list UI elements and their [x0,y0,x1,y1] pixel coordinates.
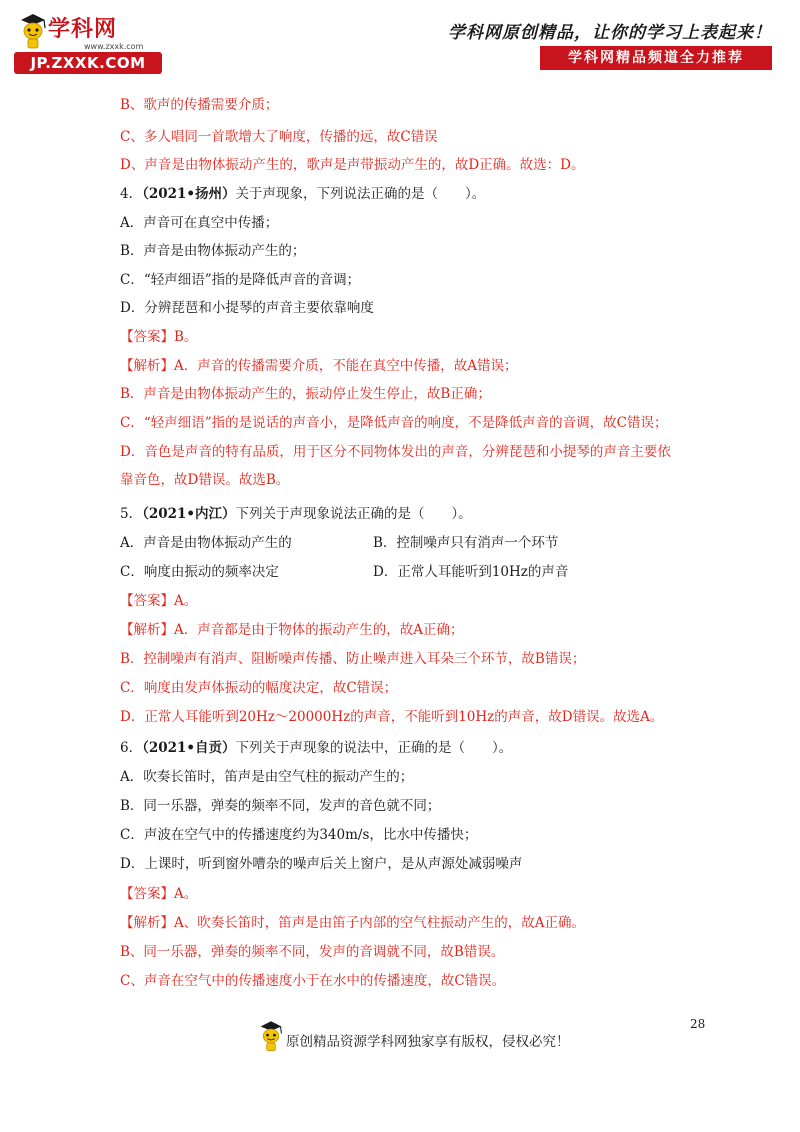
header-slogan: 学科网原创精品，让你的学习上表起来！ [448,23,772,43]
option-line: B．同一乐器，弹奏的频率不同，发声的音色就不同； [120,798,441,814]
question-6: 6．（2021•自贡）下列关于声现象的说法中，正确的是（ ）。 [120,740,513,756]
option-line: C．声波在空气中的传播速度约为340m/s，比水中传播快； [120,827,478,843]
analysis-line: 【解析】A、吹奏长笛时，笛声是由笛子内部的空气柱振动产生的，故A正确。 [120,915,585,931]
text-line: C、多人唱同一首歌增大了响度，传播的远，故C错误 [120,129,438,145]
option-line: D．上课时，听到窗外嘈杂的噪声后关上窗户，是从声源处减弱噪声 [120,856,523,872]
zxxk-logo[interactable] [14,12,162,74]
question-source: （2021•内江） [142,506,236,522]
page-header [0,0,800,82]
analysis-line: D．音色是声音的特有品质，用于区分不同物体发出的声音，分辨琵琶和小提琴的声音主要依 [120,444,671,460]
analysis-line: B．声音是由物体振动产生的，振动停止发生停止，故B正确； [120,386,491,402]
option-line: D．分辨琵琶和小提琴的声音主要依靠响度 [120,300,374,316]
option-line: C．响度由振动的频率决定 D．正常人耳能听到10Hz的声音 [120,564,569,580]
option-line: A．吹奏长笛时，笛声是由空气柱的振动产生的； [120,769,414,785]
option-line: A．声音是由物体振动产生的 B．控制噪声只有消声一个环节 [120,535,559,551]
mascot-icon [18,12,48,50]
analysis-line: 靠音色，故D错误。故选B。 [120,472,290,488]
question-source: （2021•扬州） [142,186,236,202]
question-5: 5．（2021•内江）下列关于声现象说法正确的是（ ）。 [120,506,472,522]
analysis-line: B．控制噪声有消声、阻断噪声传播、防止噪声进入耳朵三个环节，故B错误； [120,651,586,667]
logo-title: 学科网 [48,17,118,42]
option-line: C．“轻声细语”指的是降低声音的音调； [120,272,361,288]
mascot-icon [258,1018,284,1054]
option-line: A．声音可在真空中传播； [120,215,279,231]
answer-line: 【答案】A。 [120,886,198,902]
answer-line: 【答案】B。 [120,329,198,345]
analysis-line: D．正常人耳能听到20Hz～20000Hz的声音，不能听到10Hz的声音，故D错误。故选A。 [120,709,664,725]
option-line: B．声音是由物体振动产生的； [120,243,306,259]
answer-line: 【答案】A。 [120,593,198,609]
question-source: （2021•自贡） [142,740,236,756]
analysis-line: C、声音在空气中的传播速度小于在水中的传播速度，故C错误。 [120,973,506,989]
text-line: B、歌声的传播需要介质； [120,97,279,113]
logo-site: www.zxxk.com [84,42,144,51]
copyright-notice: 原创精品资源学科网独家享有版权，侵权必究！ [286,1034,570,1050]
text-line: D、声音是由物体振动产生的，歌声是声带振动产生的，故D正确。故选：D。 [120,157,585,173]
analysis-line: B、同一乐器，弹奏的频率不同，发声的音调就不同，故B错误。 [120,944,505,960]
page-number: 28 [690,1017,706,1031]
analysis-line: 【解析】A．声音的传播需要介质，不能在真空中传播，故A错误； [120,358,518,374]
header-banner: 学科网精品频道全力推荐 [540,46,772,70]
question-4: 4．（2021•扬州）关于声现象，下列说法正确的是（ ）。 [120,186,486,202]
analysis-line: 【解析】A．声音都是由于物体的振动产生的，故A正确； [120,622,464,638]
logo-url-badge: JP.ZXXK.COM [14,52,162,74]
analysis-line: C．响度由发声体振动的幅度决定，故C错误； [120,680,398,696]
analysis-line: C．“轻声细语”指的是说话的声音小，是降低声音的响度，不是降低声音的音调，故C错误； [120,415,668,431]
